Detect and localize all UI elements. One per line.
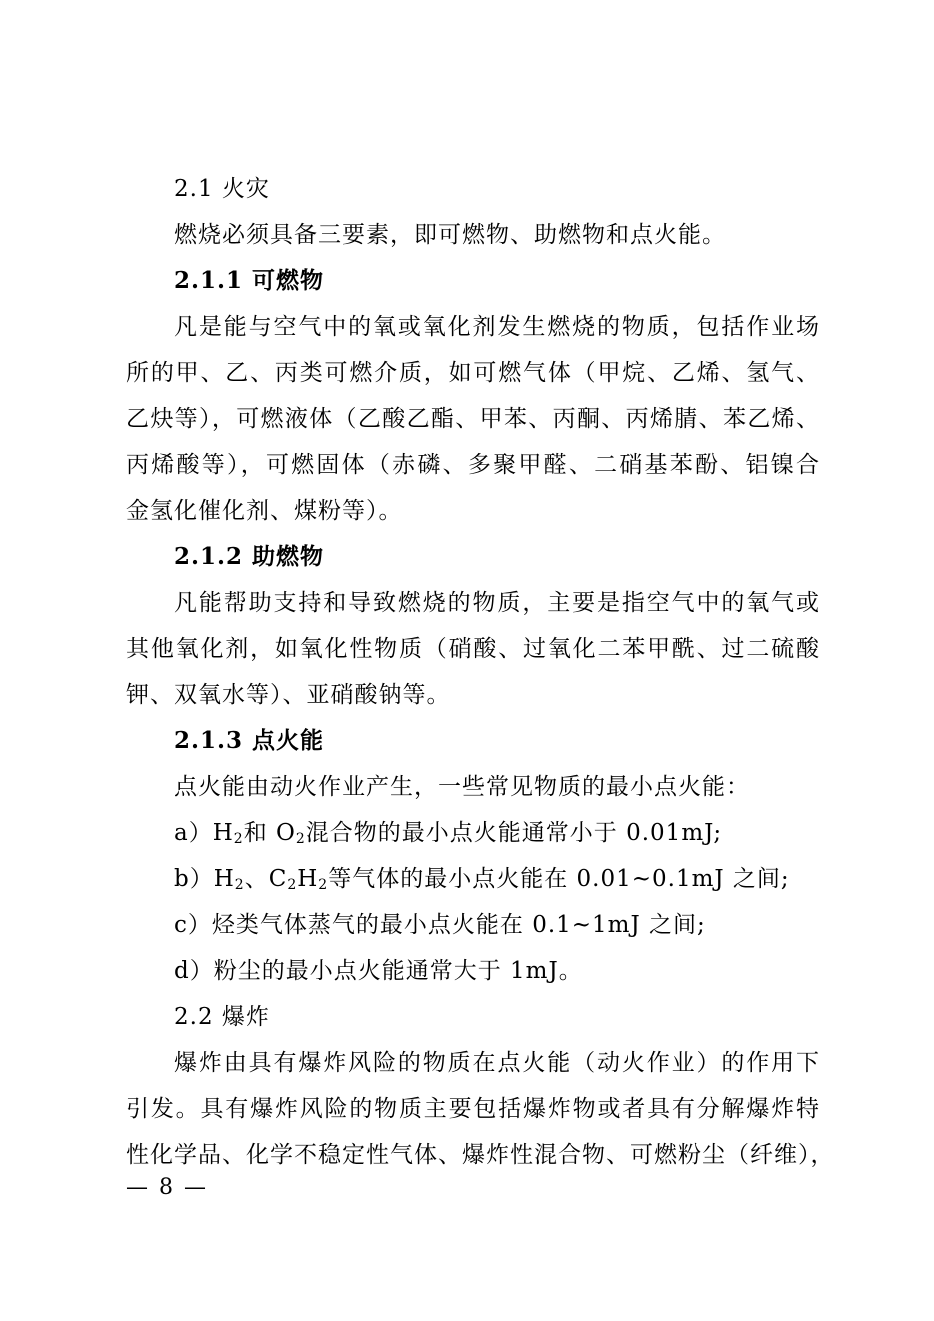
paragraph-three-elements: 燃烧必须具备三要素，即可燃物、助燃物和点火能。: [174, 222, 726, 248]
paragraph-ignition-intro: 点火能由动火作业产生，一些常见物质的最小点火能：: [174, 774, 750, 800]
section-heading-2-1-1: 2.1.1 可燃物: [174, 267, 325, 294]
paragraph-line: 乙炔等），可燃液体（乙酸乙酯、甲苯、丙酮、丙烯腈、苯乙烯、: [126, 406, 820, 432]
section-heading-2-1-3: 2.1.3 点火能: [174, 727, 325, 754]
list-item-b: $b)H_2$、$C_2H_2$等气体的最小点火能在 0.01~0.1mJ 之间;: [174, 866, 790, 893]
paragraph-line: 凡是能与空气中的氧或氧化剂发生燃烧的物质，包括作业场: [174, 314, 820, 340]
page-number: — 8 —: [126, 1175, 208, 1200]
section-heading-2-1: 2.1 火灾: [174, 176, 270, 202]
list-item-d: d）粉尘的最小点火能通常大于 1mJ。: [174, 958, 583, 984]
paragraph-line: 凡能帮助支持和导致燃烧的物质，主要是指空气中的氧气或: [174, 590, 820, 616]
paragraph-line: 丙烯酸等），可燃固体（赤磷、多聚甲醛、二硝基苯酚、铝镍合: [126, 452, 820, 478]
paragraph-line: 性化学品、化学不稳定性气体、爆炸性混合物、可燃粉尘（纤维），: [126, 1142, 835, 1168]
paragraph-line: 金氢化催化剂、煤粉等）。: [126, 498, 403, 524]
paragraph-line: 引发。具有爆炸风险的物质主要包括爆炸物或者具有分解爆炸特: [126, 1096, 820, 1122]
list-item-a: $a)H_2$和 $O_2$混合物的最小点火能通常小于 0.01mJ;: [174, 820, 723, 847]
paragraph-line: 所的甲、乙、丙类可燃介质，如可燃气体（甲烷、乙烯、氢气、: [126, 360, 820, 386]
paragraph-line: 其他氧化剂，如氧化性物质（硝酸、过氧化二苯甲酰、过二硫酸: [126, 636, 820, 662]
list-item-c: c）烃类气体蒸气的最小点火能在 0.1~1mJ 之间;: [174, 912, 706, 938]
section-heading-2-1-2: 2.1.2 助燃物: [174, 543, 325, 570]
section-heading-2-2: 2.2 爆炸: [174, 1004, 270, 1030]
paragraph-line: 钾、双氧水等）、亚硝酸钠等。: [126, 682, 451, 708]
paragraph-line: 爆炸由具有爆炸风险的物质在点火能（动火作业）的作用下: [174, 1050, 820, 1076]
